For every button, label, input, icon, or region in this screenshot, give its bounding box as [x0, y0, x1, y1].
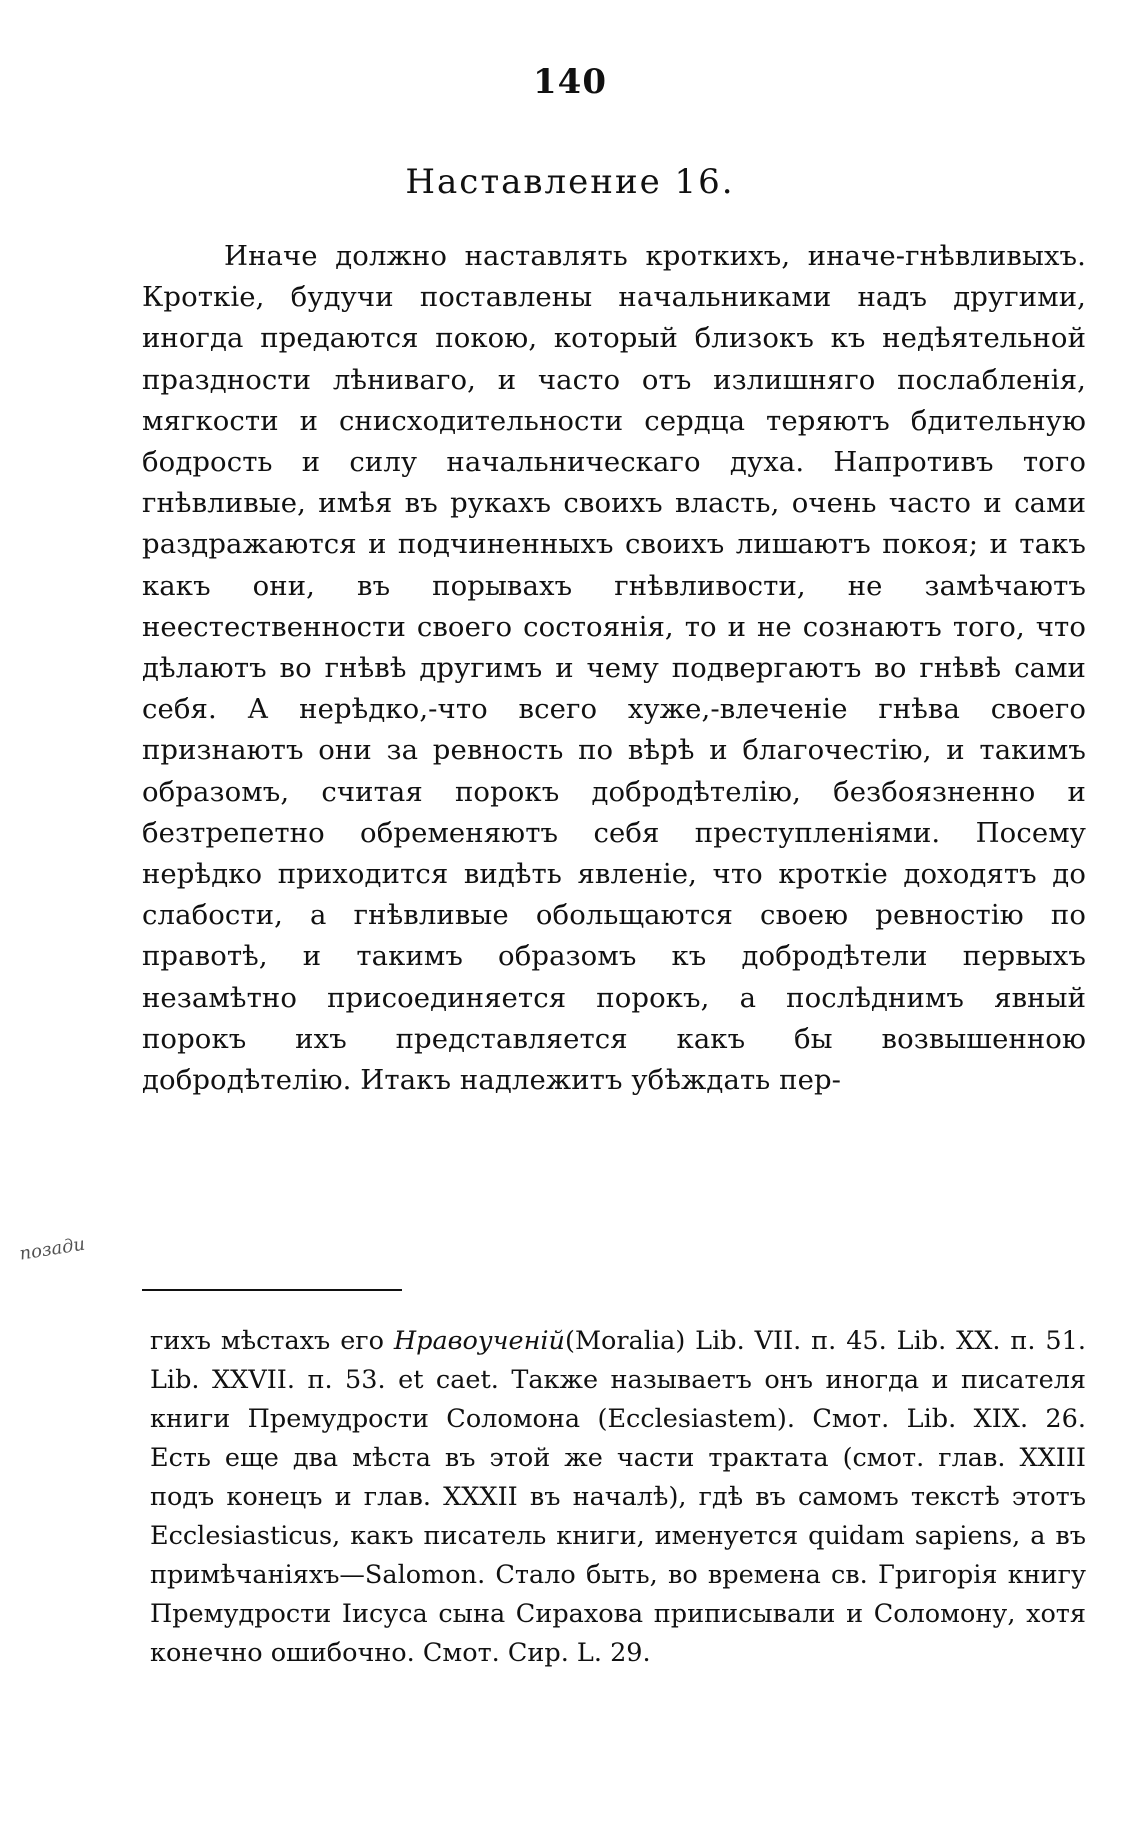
footnote-text-rest: (Moralia) Lib. VII. п. 45. Lib. XX. п. 51. Lib. XXVII. п. 53. et caet. Также называетъ онъ иногда и писателя книги Премудрости Соломона (Ecclesiastem). Смот. Lib. XIX. 26. Есть еще два мѣста въ этой же части трактата (смот. глав. XXIII подъ конецъ и глав. XXXII въ началѣ), гдѣ въ самомъ текстѣ этотъ Ecclesiasticus, какъ писатель книги, именуется quidam sapiens, а въ примѣчаніяхъ—Salomon. Стало быть, во времена св. Григорія книгу Премудрости Іисуса сына Сирахова приписывали и Соломону, хотя конечно ошибочно. Смот. Сир. L. 29. — [150, 1326, 1086, 1668]
section-heading: Наставление 16. — [405, 162, 735, 202]
footnote-italic-title: Нравоученій — [393, 1326, 565, 1356]
footnote-text-start: гихъ мѣстахъ его — [150, 1326, 394, 1356]
footnote-separator — [142, 1289, 402, 1291]
handwritten-margin-note: позади — [18, 1233, 87, 1265]
page-number: 140 — [533, 62, 607, 102]
footnote — [150, 1322, 1086, 1673]
main-paragraph: Иначе должно наставлять кроткихъ, иначе-гнѣвливыхъ. Кроткіе, будучи поставлены начальниками надъ другими, иногда предаются покою, который близокъ къ недѣятельной праздности лѣниваго, и часто отъ излишняго послабленія, мягкости и снисходительности сердца теряютъ бдительную бодрость и силу начальническаго духа. Напротивъ того гнѣвливые, имѣя въ рукахъ своихъ власть, очень часто и сами раздражаются и подчиненныхъ своихъ лишаютъ покоя; и такъ какъ они, въ порывахъ гнѣвливости, не замѣчаютъ неестественности своего состоянія, то и не сознаютъ того, что дѣлаютъ во гнѣвѣ другимъ и чему подвергаютъ во гнѣвѣ сами себя. А нерѣдко,-что всего хуже,-влеченіе гнѣва своего признаютъ они за ревность по вѣрѣ и благочестію, и такимъ образомъ, считая порокъ добродѣтелію, безбоязненно и безтрепетно обременяютъ себя преступленіями. Посему нерѣдко приходится видѣть явленіе, что кроткіе доходятъ до слабости, а гнѣвливые обольщаются своею ревностію по правотѣ, и такимъ образомъ къ добродѣтели первыхъ незамѣтно присоединяется порокъ, а послѣднимъ явный порокъ ихъ представляется какъ бы возвышенною добродѣтелію. Итакъ надлежитъ убѣждать пер- — [142, 240, 1086, 1097]
